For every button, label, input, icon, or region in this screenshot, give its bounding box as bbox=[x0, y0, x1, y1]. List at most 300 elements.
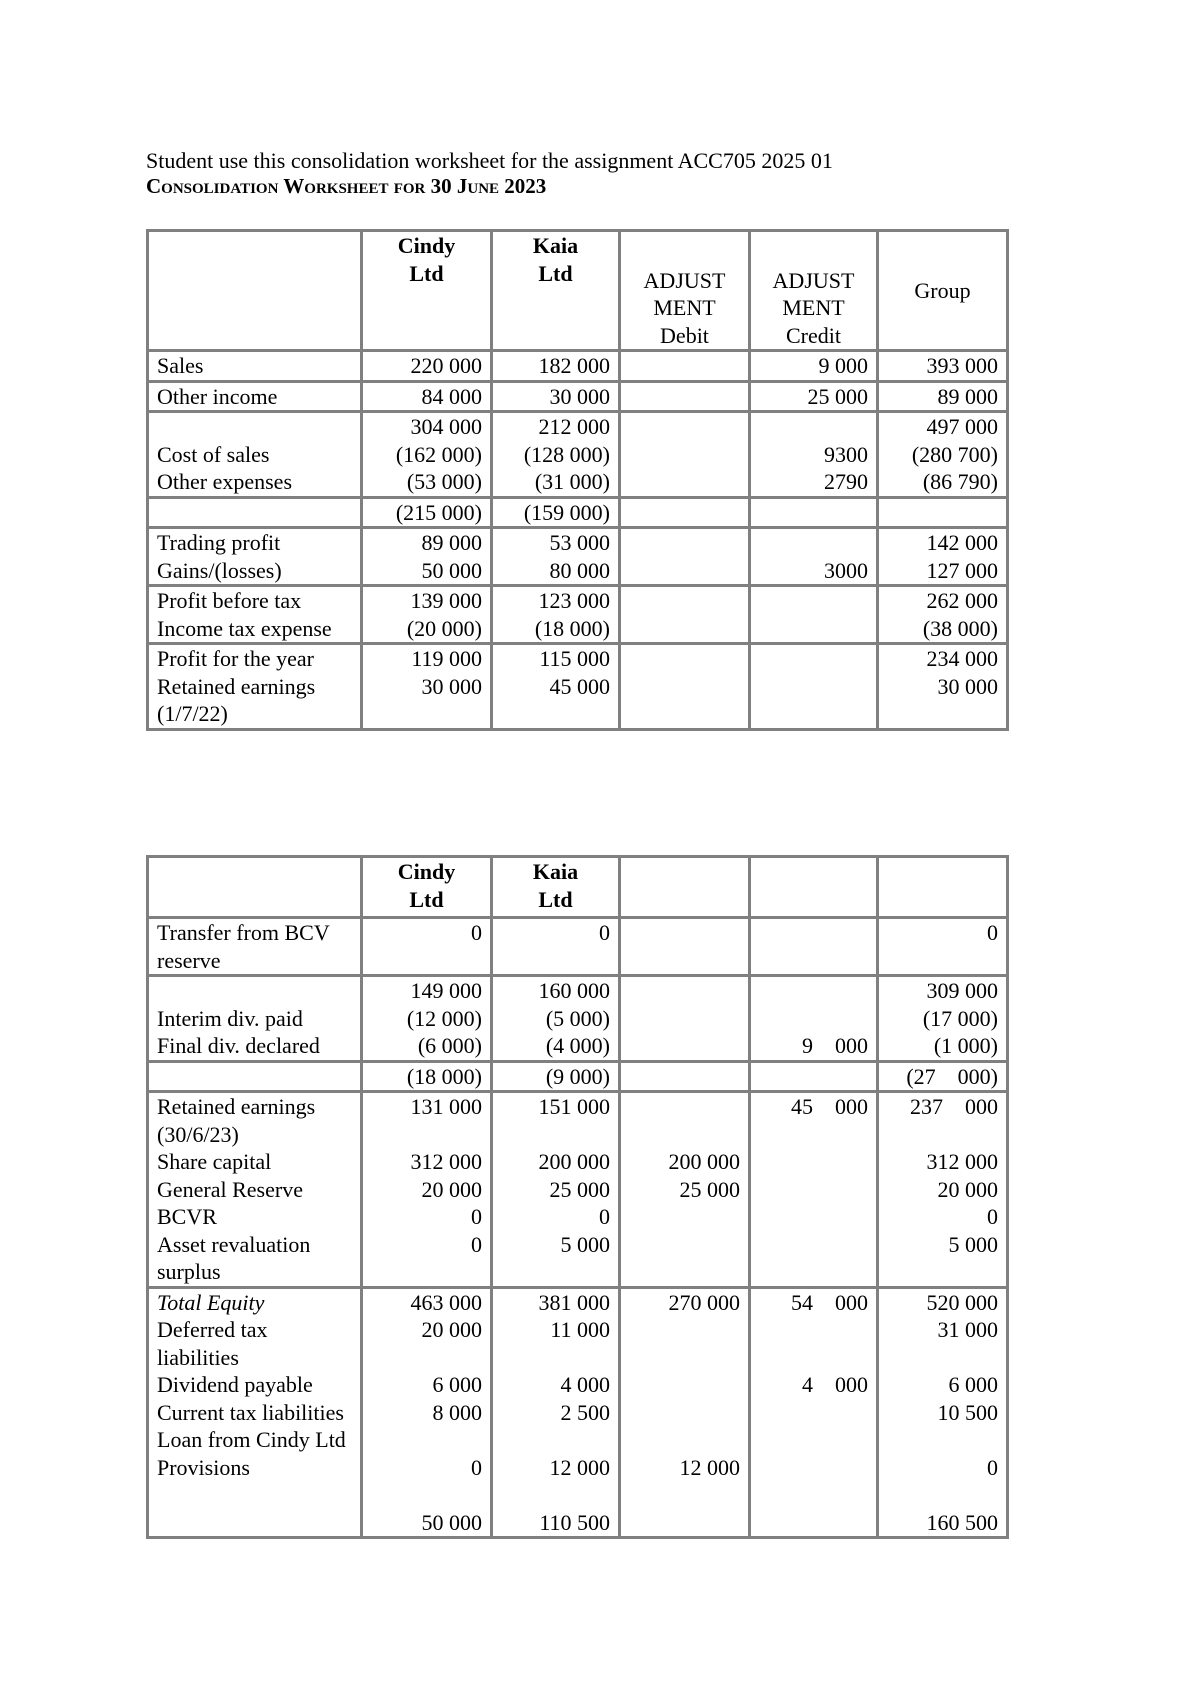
group-value-line: 89 000 bbox=[937, 383, 998, 409]
row-label-line: Income tax expense bbox=[157, 615, 332, 641]
adjustment-debit-value bbox=[620, 497, 750, 528]
adjustment-credit-value bbox=[750, 351, 878, 382]
adjustment-credit-value bbox=[750, 586, 878, 644]
cindy-value-line: 20 000 bbox=[421, 1176, 482, 1202]
table-row bbox=[148, 1061, 1008, 1092]
kaia-value-line: (9 000) bbox=[545, 1063, 610, 1089]
row-label-line: Dividend payable bbox=[157, 1372, 313, 1397]
kaia-value bbox=[492, 918, 620, 976]
kaia-value-line: 160 000 bbox=[538, 978, 610, 1003]
table-row bbox=[148, 1287, 1008, 1538]
adjustment-debit-value-line bbox=[629, 1399, 740, 1427]
header-line: Kaia bbox=[532, 233, 579, 258]
group-value bbox=[878, 1092, 1008, 1288]
kaia-value-line: (18 000) bbox=[534, 615, 610, 641]
group-value-line: 5 000 bbox=[948, 1231, 998, 1257]
adjustment-credit-value-line bbox=[759, 1316, 868, 1344]
group-value bbox=[878, 976, 1008, 1062]
kaia-value-line: 5 000 bbox=[560, 1231, 610, 1257]
adjustment-credit-value-line: 9300 bbox=[824, 441, 868, 467]
adjustment-debit-value bbox=[620, 586, 750, 644]
adjustment-debit-value-line bbox=[629, 499, 740, 527]
adjustment-debit-value bbox=[620, 528, 750, 586]
row-label-line: Other income bbox=[157, 383, 278, 409]
header-line: MENT bbox=[653, 295, 716, 320]
row-label-line: Transfer from BCV reserve bbox=[157, 920, 330, 973]
cindy-value-line: 8 000 bbox=[432, 1399, 482, 1425]
row-label bbox=[148, 412, 362, 498]
header-adjustment-credit bbox=[750, 231, 878, 351]
cindy-value bbox=[362, 586, 492, 644]
header-line: Cindy bbox=[397, 233, 456, 258]
adjustment-debit-value-line bbox=[629, 1032, 740, 1060]
intro-text: Student use this consolidation worksheet for the assignment ACC705 2025 01 bbox=[146, 148, 833, 173]
adjustment-debit-value bbox=[620, 412, 750, 498]
header-line: Kaia bbox=[532, 859, 579, 884]
adjustment-credit-value bbox=[750, 976, 878, 1062]
table-row bbox=[148, 528, 1008, 586]
row-label bbox=[148, 497, 362, 528]
adjustment-credit-value bbox=[750, 1287, 878, 1538]
adjustment-debit-value-line bbox=[629, 645, 740, 673]
row-label-line: Retained earnings (30/6/23) bbox=[157, 1094, 316, 1147]
cindy-value-line: 20 000 bbox=[421, 1317, 482, 1342]
group-value-line: 142 000 bbox=[926, 530, 998, 555]
row-label-line: Profit for the year bbox=[157, 646, 314, 671]
cindy-value-line: 119 000 bbox=[411, 646, 482, 671]
group-value-line: (38 000) bbox=[922, 615, 998, 641]
header-blank bbox=[148, 857, 362, 918]
cindy-value-line: 463 000 bbox=[410, 1289, 482, 1315]
row-label-line: Sales bbox=[157, 353, 204, 378]
row-label bbox=[148, 381, 362, 412]
adjustment-debit-value-line bbox=[629, 383, 740, 411]
adjustment-credit-value-line: 2790 bbox=[824, 469, 868, 494]
table-row bbox=[148, 497, 1008, 528]
group-value-line: 6 000 bbox=[948, 1372, 998, 1397]
kaia-value-line: 212 000 bbox=[538, 414, 610, 439]
group-value-line: 237 000 bbox=[910, 1094, 998, 1119]
header-kaia bbox=[492, 857, 620, 918]
cindy-value bbox=[362, 1061, 492, 1092]
adjustment-credit-value-line: 54 000 bbox=[791, 1289, 868, 1315]
adjustment-debit-value-line bbox=[629, 413, 740, 441]
header-group-label: Group bbox=[914, 277, 971, 303]
adjustment-debit-value bbox=[620, 1061, 750, 1092]
kaia-value-line: 381 000 bbox=[538, 1289, 610, 1315]
kaia-value-line: 182 000 bbox=[538, 353, 610, 378]
table-row bbox=[148, 586, 1008, 644]
group-value-line: 497 000 bbox=[926, 414, 998, 439]
cindy-value-line: (53 000) bbox=[406, 469, 482, 494]
row-label-line: Provisions bbox=[157, 1454, 250, 1480]
kaia-value bbox=[492, 644, 620, 730]
adjustment-credit-value bbox=[750, 528, 878, 586]
cindy-value-line: (6 000) bbox=[417, 1033, 482, 1058]
row-label-line bbox=[157, 977, 352, 1005]
table-row bbox=[148, 918, 1008, 976]
row-label-line: Other expenses bbox=[157, 469, 293, 494]
group-value-line: 160 500 bbox=[926, 1509, 998, 1535]
header-line: ADJUST bbox=[772, 267, 855, 293]
group-value-line: 0 bbox=[987, 1454, 998, 1480]
adjustment-debit-value bbox=[620, 976, 750, 1062]
kaia-value-line: 2 500 bbox=[560, 1399, 610, 1425]
adjustment-credit-value-line bbox=[759, 1231, 868, 1259]
cindy-value bbox=[362, 412, 492, 498]
adjustment-credit-value bbox=[750, 1092, 878, 1288]
row-label bbox=[148, 1287, 362, 1538]
kaia-value bbox=[492, 528, 620, 586]
adjustment-debit-value bbox=[620, 381, 750, 412]
kaia-value-line: 53 000 bbox=[549, 530, 610, 555]
kaia-value-line: 0 bbox=[599, 920, 610, 945]
kaia-value bbox=[492, 586, 620, 644]
cindy-value bbox=[362, 528, 492, 586]
adjustment-credit-value-line bbox=[759, 919, 868, 947]
cindy-value-line bbox=[371, 1344, 482, 1372]
adjustment-credit-value-line bbox=[759, 1454, 868, 1482]
table-row bbox=[148, 412, 1008, 498]
row-label-line: Share capital bbox=[157, 1149, 272, 1174]
header-line: Debit bbox=[660, 322, 709, 348]
cindy-value-line: 89 000 bbox=[421, 530, 482, 555]
group-value-line: 0 bbox=[987, 1204, 998, 1229]
adjustment-credit-value-line: 4 000 bbox=[802, 1372, 868, 1397]
adjustment-debit-value-line bbox=[629, 1231, 740, 1259]
kaia-value-line: (31 000) bbox=[534, 469, 610, 494]
adjustment-debit-value bbox=[620, 351, 750, 382]
kaia-value bbox=[492, 1061, 620, 1092]
group-value-line: (27 000) bbox=[906, 1063, 998, 1089]
adjustment-debit-value-line: 12 000 bbox=[679, 1454, 740, 1480]
group-value bbox=[878, 1061, 1008, 1092]
cindy-value bbox=[362, 644, 492, 730]
kaia-value-line: 115 000 bbox=[539, 646, 610, 671]
group-value-line: 127 000 bbox=[926, 557, 998, 583]
row-label bbox=[148, 1061, 362, 1092]
row-label-line: Interim div. paid bbox=[157, 1005, 303, 1031]
group-value bbox=[878, 351, 1008, 382]
adjustment-credit-value bbox=[750, 381, 878, 412]
header-line: Ltd bbox=[538, 886, 573, 912]
group-value bbox=[878, 644, 1008, 730]
adjustment-debit-value-line bbox=[629, 673, 740, 701]
table-row bbox=[148, 351, 1008, 382]
group-value-line bbox=[887, 499, 998, 527]
adjustment-credit-value-line: 25 000 bbox=[807, 383, 868, 409]
adjustment-debit-value-line bbox=[629, 468, 740, 496]
row-label-line: Current tax liabilities bbox=[157, 1399, 344, 1425]
group-value bbox=[878, 586, 1008, 644]
adjustment-debit-value-line: 25 000 bbox=[679, 1176, 740, 1202]
cindy-value-line: 149 000 bbox=[410, 978, 482, 1003]
kaia-value-line: 45 000 bbox=[549, 673, 610, 699]
adjustment-debit-value-line bbox=[629, 1316, 740, 1344]
row-label-line: Total Equity bbox=[157, 1289, 265, 1315]
adjustment-credit-value-line bbox=[759, 1203, 868, 1231]
header-adjustment-credit bbox=[750, 857, 878, 918]
adjustment-debit-value-line bbox=[629, 615, 740, 643]
adjustment-credit-value bbox=[750, 918, 878, 976]
group-value bbox=[878, 1287, 1008, 1538]
row-label-line: BCVR bbox=[157, 1204, 217, 1229]
group-value bbox=[878, 918, 1008, 976]
row-label bbox=[148, 586, 362, 644]
adjustment-credit-value-line bbox=[759, 673, 868, 701]
kaia-value bbox=[492, 1287, 620, 1538]
kaia-value-line bbox=[501, 1121, 610, 1149]
kaia-value-line bbox=[501, 1426, 610, 1454]
adjustment-debit-value bbox=[620, 1287, 750, 1538]
adjustment-credit-value-line bbox=[759, 529, 868, 557]
adjustment-debit-value-line bbox=[629, 1371, 740, 1399]
group-value-line bbox=[887, 1344, 998, 1372]
row-label-line: Retained earnings (1/7/22) bbox=[157, 673, 316, 726]
equity-liabilities-table bbox=[146, 855, 1009, 1539]
income-statement-body bbox=[148, 351, 1008, 730]
adjustment-debit-value-line bbox=[629, 529, 740, 557]
group-value-line: 30 000 bbox=[937, 673, 998, 699]
cindy-value-line: 84 000 bbox=[421, 383, 482, 409]
adjustment-credit-value-line bbox=[759, 1344, 868, 1372]
adjustment-credit-value-line bbox=[759, 1176, 868, 1204]
header-cindy bbox=[362, 231, 492, 351]
group-value bbox=[878, 412, 1008, 498]
kaia-value-line: 12 000 bbox=[549, 1454, 610, 1480]
adjustment-credit-value-line bbox=[759, 1481, 868, 1509]
adjustment-credit-value-line bbox=[759, 1399, 868, 1427]
group-value-line: (86 790) bbox=[922, 469, 998, 494]
cindy-value-line: 0 bbox=[471, 920, 482, 945]
header-group bbox=[878, 857, 1008, 918]
cindy-value bbox=[362, 381, 492, 412]
header-blank bbox=[148, 231, 362, 351]
adjustment-credit-value-line bbox=[759, 645, 868, 673]
adjustment-credit-value-line: 9 000 bbox=[818, 353, 868, 378]
cindy-value-line bbox=[371, 1481, 482, 1509]
cindy-value-line: (12 000) bbox=[406, 1005, 482, 1031]
group-value-line bbox=[887, 1121, 998, 1149]
cindy-value bbox=[362, 1287, 492, 1538]
adjustment-debit-value-line bbox=[629, 1509, 740, 1537]
cindy-value-line: 0 bbox=[471, 1454, 482, 1480]
row-label-line: Profit before tax bbox=[157, 588, 302, 613]
adjustment-credit-value-line: 45 000 bbox=[791, 1094, 868, 1119]
group-value-line: 393 000 bbox=[926, 353, 998, 378]
group-value-line: (280 700) bbox=[911, 441, 998, 467]
cindy-value-line: 304 000 bbox=[410, 414, 482, 439]
adjustment-credit-value-line bbox=[759, 1509, 868, 1537]
adjustment-credit-value-line bbox=[759, 1005, 868, 1033]
equity-liabilities-body bbox=[148, 918, 1008, 1538]
kaia-value-line: 0 bbox=[599, 1204, 610, 1229]
header-line: Ltd bbox=[409, 886, 444, 912]
cindy-value bbox=[362, 351, 492, 382]
row-label-line: Asset revaluation surplus bbox=[157, 1231, 311, 1284]
group-value-line: 10 500 bbox=[937, 1399, 998, 1425]
cindy-value-line bbox=[371, 1121, 482, 1149]
header-line: Ltd bbox=[538, 260, 573, 286]
group-value bbox=[878, 381, 1008, 412]
kaia-value-line bbox=[501, 1344, 610, 1372]
adjustment-credit-value-line bbox=[759, 977, 868, 1005]
kaia-value-line: (159 000) bbox=[523, 499, 610, 525]
group-value-line: (17 000) bbox=[922, 1005, 998, 1031]
group-value bbox=[878, 497, 1008, 528]
group-value-line: 31 000 bbox=[937, 1317, 998, 1342]
adjustment-credit-value-line bbox=[759, 1148, 868, 1176]
income-statement-table bbox=[146, 229, 1009, 731]
group-value-line: 20 000 bbox=[937, 1176, 998, 1202]
cindy-value-line: 139 000 bbox=[410, 588, 482, 613]
worksheet-title: Consolidation Worksheet for 30 June 2023 bbox=[146, 174, 547, 198]
kaia-value-line: 80 000 bbox=[549, 557, 610, 583]
row-label-line bbox=[157, 1063, 352, 1091]
kaia-value bbox=[492, 351, 620, 382]
header-adjustment-debit bbox=[620, 231, 750, 351]
adjustment-credit-value-line bbox=[759, 587, 868, 615]
group-value-line: 262 000 bbox=[926, 588, 998, 613]
adjustment-debit-value-line bbox=[629, 1426, 740, 1454]
kaia-value bbox=[492, 381, 620, 412]
kaia-value-line: 11 000 bbox=[550, 1317, 610, 1342]
cindy-value-line bbox=[371, 1426, 482, 1454]
cindy-value-line: 0 bbox=[471, 1204, 482, 1229]
row-label bbox=[148, 918, 362, 976]
adjustment-debit-value-line bbox=[629, 1481, 740, 1509]
kaia-value-line: (5 000) bbox=[545, 1005, 610, 1031]
adjustment-credit-value bbox=[750, 412, 878, 498]
group-value-line: (1 000) bbox=[933, 1033, 998, 1058]
adjustment-debit-value-line bbox=[629, 919, 740, 947]
kaia-value-line: (128 000) bbox=[523, 441, 610, 467]
header-line: MENT bbox=[782, 295, 845, 320]
row-label-line: General Reserve bbox=[157, 1176, 303, 1202]
table-row bbox=[148, 1092, 1008, 1288]
header-line: Credit bbox=[786, 322, 841, 348]
header-line: ADJUST bbox=[643, 267, 726, 293]
group-value-line: 234 000 bbox=[926, 646, 998, 671]
kaia-value-line: 25 000 bbox=[549, 1176, 610, 1202]
adjustment-credit-value-line bbox=[759, 1121, 868, 1149]
row-label bbox=[148, 644, 362, 730]
header-cindy bbox=[362, 857, 492, 918]
row-label-line: Deferred tax liabilities bbox=[157, 1317, 268, 1370]
adjustment-debit-value-line bbox=[629, 1344, 740, 1372]
row-label bbox=[148, 1092, 362, 1288]
kaia-value bbox=[492, 976, 620, 1062]
group-value-line: 0 bbox=[987, 920, 998, 945]
row-label bbox=[148, 351, 362, 382]
adjustment-debit-value-line bbox=[629, 441, 740, 469]
group-value-line bbox=[887, 1481, 998, 1509]
header-group bbox=[878, 231, 1008, 351]
adjustment-debit-value-line bbox=[629, 1063, 740, 1091]
adjustment-debit-value-line bbox=[629, 1005, 740, 1033]
adjustment-debit-value-line bbox=[629, 977, 740, 1005]
kaia-value-line: 110 500 bbox=[539, 1509, 610, 1535]
adjustment-debit-value-line: 200 000 bbox=[668, 1149, 740, 1174]
adjustment-credit-value-line: 9 000 bbox=[802, 1033, 868, 1058]
cindy-value-line: (162 000) bbox=[395, 441, 482, 467]
adjustment-debit-value-line bbox=[629, 587, 740, 615]
group-value-line: 309 000 bbox=[926, 978, 998, 1003]
cindy-value-line: 30 000 bbox=[421, 673, 482, 699]
row-label-line: Cost of sales bbox=[157, 441, 270, 467]
kaia-value-line: 4 000 bbox=[560, 1372, 610, 1397]
header-adjustment-debit bbox=[620, 857, 750, 918]
cindy-value-line: 50 000 bbox=[421, 557, 482, 583]
cindy-value-line: (18 000) bbox=[406, 1063, 482, 1089]
cindy-value bbox=[362, 1092, 492, 1288]
row-label-line: Final div. declared bbox=[157, 1033, 320, 1058]
adjustment-debit-value bbox=[620, 644, 750, 730]
kaia-value-line: 123 000 bbox=[538, 588, 610, 613]
adjustment-credit-value bbox=[750, 1061, 878, 1092]
adjustment-credit-value bbox=[750, 497, 878, 528]
adjustment-debit-value-line bbox=[629, 1121, 740, 1149]
table-row bbox=[148, 976, 1008, 1062]
kaia-value-line: 30 000 bbox=[549, 383, 610, 409]
kaia-value-line: (4 000) bbox=[545, 1033, 610, 1058]
adjustment-credit-value-line bbox=[759, 1063, 868, 1091]
cindy-value-line: 50 000 bbox=[421, 1509, 482, 1535]
cindy-value-line: 131 000 bbox=[410, 1094, 482, 1119]
adjustment-debit-value-line bbox=[629, 557, 740, 585]
cindy-value-line: 6 000 bbox=[432, 1372, 482, 1397]
cindy-value bbox=[362, 976, 492, 1062]
kaia-value-line: 151 000 bbox=[538, 1094, 610, 1119]
adjustment-debit-value-line: 270 000 bbox=[668, 1289, 740, 1315]
group-value-line: 520 000 bbox=[926, 1289, 998, 1315]
table-row bbox=[148, 381, 1008, 412]
header-line: Ltd bbox=[409, 260, 444, 286]
adjustment-credit-value-line bbox=[759, 1426, 868, 1454]
row-label-line bbox=[157, 499, 352, 527]
adjustment-credit-value-line bbox=[759, 413, 868, 441]
row-label-line: Gains/(losses) bbox=[157, 557, 282, 583]
adjustment-debit-value-line bbox=[629, 1203, 740, 1231]
group-value-line bbox=[887, 1426, 998, 1454]
adjustment-credit-value bbox=[750, 644, 878, 730]
row-label-line: Loan from Cindy Ltd bbox=[157, 1427, 346, 1452]
adjustment-debit-value-line bbox=[629, 1093, 740, 1121]
cindy-value-line: 0 bbox=[471, 1231, 482, 1257]
cindy-value bbox=[362, 497, 492, 528]
header-line: Cindy bbox=[397, 859, 456, 884]
adjustment-debit-value bbox=[620, 1092, 750, 1288]
adjustment-debit-value bbox=[620, 918, 750, 976]
kaia-value-line bbox=[501, 1481, 610, 1509]
row-label-line bbox=[157, 413, 352, 441]
cindy-value-line: (20 000) bbox=[406, 615, 482, 641]
header-kaia bbox=[492, 231, 620, 351]
table-row bbox=[148, 644, 1008, 730]
cindy-value bbox=[362, 918, 492, 976]
row-label bbox=[148, 528, 362, 586]
cindy-value-line: 220 000 bbox=[410, 353, 482, 378]
kaia-value bbox=[492, 497, 620, 528]
cindy-value-line: (215 000) bbox=[395, 499, 482, 525]
adjustment-credit-value-line bbox=[759, 615, 868, 643]
row-label bbox=[148, 976, 362, 1062]
cindy-value-line: 312 000 bbox=[410, 1149, 482, 1174]
row-label-line: Trading profit bbox=[157, 530, 281, 555]
kaia-value-line: 200 000 bbox=[538, 1149, 610, 1174]
adjustment-debit-value-line bbox=[629, 352, 740, 380]
kaia-value bbox=[492, 412, 620, 498]
